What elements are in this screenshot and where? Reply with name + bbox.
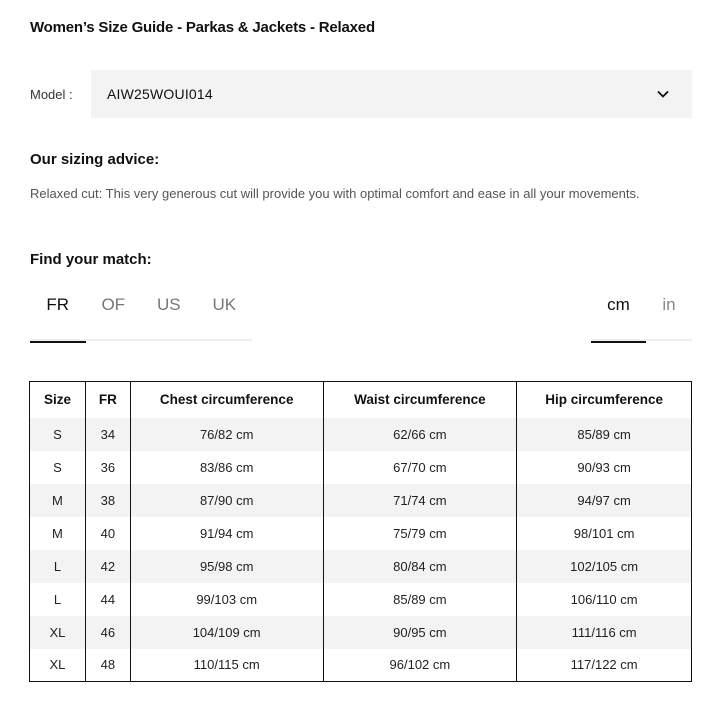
table-cell-fr: 40	[85, 517, 130, 550]
size-table	[29, 381, 692, 682]
tab-of[interactable]	[86, 285, 142, 341]
column-header-fr: FR	[85, 382, 130, 418]
sizing-advice-title: Our sizing advice:	[30, 151, 160, 168]
size-table-header-row	[30, 382, 692, 418]
table-cell-size: S	[30, 418, 86, 451]
table-cell-waist: 62/66 cm	[323, 418, 517, 451]
unit-tab-cm[interactable]	[591, 285, 646, 341]
unit-tab-in-label: in	[662, 295, 676, 314]
table-cell-waist: 80/84 cm	[323, 550, 517, 583]
tab-us-label: US	[156, 295, 181, 314]
tab-uk-label: UK	[212, 295, 237, 314]
column-header-size: Size	[43, 392, 71, 408]
sizing-advice-text: Relaxed cut: This very generous cut will provide you with optimal comfort and ease in all your movements.	[30, 186, 640, 201]
model-label: Model :	[30, 87, 73, 102]
table-cell-waist: 96/102 cm	[323, 649, 517, 682]
tab-us[interactable]	[141, 285, 197, 341]
table-cell-hip: 85/89 cm	[517, 418, 692, 451]
tab-fr[interactable]	[30, 285, 86, 341]
table-cell-waist: 85/89 cm	[323, 583, 517, 616]
table-cell-fr: 48	[85, 649, 130, 682]
table-cell-size: L	[30, 550, 86, 583]
table-cell-hip: 90/93 cm	[517, 451, 692, 484]
table-row	[30, 484, 692, 517]
model-select-value: AIW25WOUI014	[107, 86, 213, 102]
table-cell-chest: 99/103 cm	[130, 583, 323, 616]
table-row	[30, 418, 692, 451]
table-cell-hip: 94/97 cm	[517, 484, 692, 517]
table-cell-fr: 46	[85, 616, 130, 649]
table-cell-waist: 90/95 cm	[323, 616, 517, 649]
table-cell-hip: 102/105 cm	[517, 550, 692, 583]
tab-uk[interactable]	[197, 285, 253, 341]
table-row	[30, 550, 692, 583]
table-cell-waist: 71/74 cm	[323, 484, 517, 517]
table-cell-fr: 36	[85, 451, 130, 484]
table-cell-size: S	[53, 459, 62, 475]
table-row	[30, 649, 692, 682]
table-cell-waist: 75/79 cm	[323, 517, 517, 550]
unit-tabs	[591, 285, 692, 341]
unit-tab-cm-label: cm	[607, 295, 630, 314]
page-title: Women’s Size Guide - Parkas & Jackets - Relaxed	[30, 19, 375, 36]
table-cell-size: M	[52, 525, 63, 541]
tab-fr-label: FR	[46, 295, 70, 314]
model-select[interactable]	[91, 70, 692, 118]
table-cell-chest: 76/82 cm	[130, 418, 323, 451]
table-cell-hip: 106/110 cm	[517, 583, 692, 616]
table-cell-hip: 98/101 cm	[517, 517, 692, 550]
table-cell-fr: 38	[85, 484, 130, 517]
chevron-down-icon	[656, 87, 670, 101]
unit-tab-in[interactable]	[646, 285, 692, 341]
tab-of-label: OF	[101, 295, 126, 314]
table-cell-chest: 83/86 cm	[130, 451, 323, 484]
table-cell-chest: 87/90 cm	[130, 484, 323, 517]
table-cell-fr: 34	[85, 418, 130, 451]
table-cell-chest: 95/98 cm	[130, 550, 323, 583]
table-cell-chest: 110/115 cm	[130, 649, 323, 682]
table-row	[30, 616, 692, 649]
table-row	[30, 583, 692, 616]
column-header-waist: Waist circumference	[323, 382, 517, 418]
table-cell-fr: 42	[85, 550, 130, 583]
table-cell-size: XL	[49, 657, 66, 673]
table-cell-size: XL	[30, 616, 86, 649]
table-cell-hip: 117/122 cm	[517, 649, 692, 682]
table-cell-fr: 44	[85, 583, 130, 616]
column-header-hip: Hip circumference	[517, 382, 692, 418]
size-system-tabs	[30, 285, 252, 341]
table-row	[30, 517, 692, 550]
table-cell-size: L	[53, 591, 62, 607]
table-cell-hip: 111/116 cm	[517, 616, 692, 649]
table-cell-chest: 104/109 cm	[130, 616, 323, 649]
column-header-chest: Chest circumference	[130, 382, 323, 418]
table-cell-size: M	[30, 484, 86, 517]
table-row	[30, 451, 692, 484]
table-cell-chest: 91/94 cm	[130, 517, 323, 550]
find-match-title: Find your match:	[30, 251, 152, 268]
table-cell-waist: 67/70 cm	[323, 451, 517, 484]
